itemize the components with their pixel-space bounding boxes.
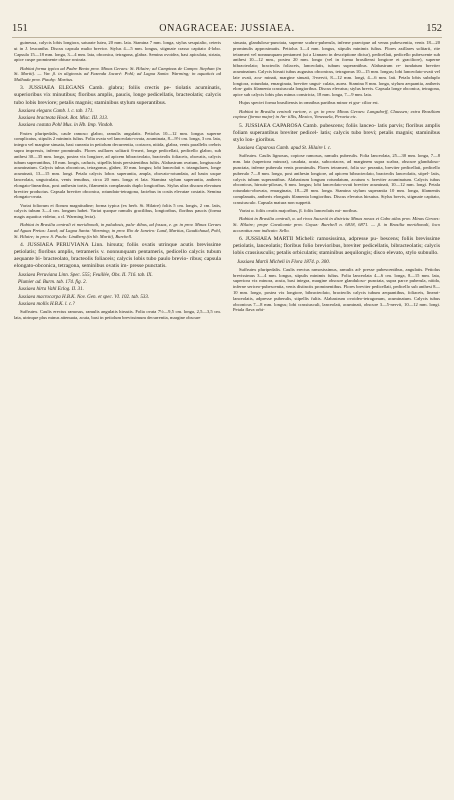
col1-paragraph: Suffrutex. Caulis erectus ramosus, ramulis angulatis hirsutis. Folia ovata 7½—9,5 cm. longa, 2,5—3,5 cm. lata, utrinque plus minus attenuata, acuta, basi in petiolum brevissimum decurrentia, margine obscure [14,308,221,320]
col1-paragraph: Jussiaea costata Pohl Mus. in Hb. Imp. Vindob. [18,123,114,129]
right-page-number: 152 [426,23,442,34]
col1-paragraph: Habitat forma typica ad Padre Bento prov. Minas Geraes: St. Hilaire; ad Campinas de Campo: Stephan (in St. Martii). — Var. β. in uliginosis ad Fazenda Jacaré: Pohl; ad Lagoa Santa: Warming; in aquaticis ad Malhada prov. Piauhy: Martius. [14,65,221,83]
right-column [233,40,440,790]
running-header [12,18,442,38]
col1-paragraph: Jussiaea bracteata Hook. Bot. Misc. III. 313. [18,116,109,122]
col1-paragraph: guineusa, calycis lobis longiora, saturate lutea, 20 mm. lata. Stamina 7 mm. longa, stylus sesquialto, ceteris ut in J. leucantha. Discus capsula multo brevior. Stylus 4—5 mm. longus, stigmate crasso capitato 4-lobo. Capsula 15—18 mm. longa, 3—4 mm. lata, obconica, tetragona, glabra. Semina ovoidea, basi apiculata, striata, apice cuspe prominente obtuse rostrata. [14,40,221,63]
col1-paragraph: Frutex pluripedalis, caule ramoso glabro, ramulis angulatis. Petiolus 10—12 mm. longus superne complicatus, stipulis 2 minimis fultus. Folia ovata vel lanceolato-ovata, acuminata, 8—9½ cm. longa, 3 cm. lata, integra vel margine sinuata, basi cuneata in petiolum decurrentia, coriacea, nitida, glabra, venis parallelis crebris supra impressis, inferne prominulis. Flores axillares solitarii 6-meri, longe pedicellati, pedicello glabro, sub anthesi 30—35 mm. longo, postea vix longiore, ad apicem bibracteolato, bracteolis foliaceis, obovatis, calycis tubum superantibus, 10 mm. longis, caducis, stipellis binis persistentibus fultis. Alabastrum ovatum, longiuscule acuminatum. Calycis tubus obconicus, tetragonus, glaber, 10 mm. longus; lobi lanceolati v. triangulares, longe acuminati, 13—15 mm. longi. Petala calycis lobos superantia, ampla, obovato-rotundata, ad basin usque lanceolata, unguiculata, venis tenuibus, circa 20 mm. longa et lata. Stamina stylum superantia, antheris elongato-linearibus, post anthesin tortis, filamentis complanatis duplo longioribus. Stylus ultra discum elevatum breviter productus. Capsula breviter obconica, rotundato-tetragona, faciebus in costis elevatae costatis. Semina elongato-ovata. [14,130,221,200]
col1-paragraph: Jussiaea macrocarpa H.B.K. Nov. Gen. et spec. VI. 102. tab. 533. [18,294,150,300]
col1-paragraph: Jussiaea Peruviana Linn. Spec. 555; Feuillée, Obs. II. 716. tab. IX. [18,272,153,278]
left-page-number: 151 [12,23,28,34]
col2-paragraph: 5. JUSSIAEA CAPAROSA Camb. pubescens; foliis lanceo- latis parvis; floribus amplis foliam superantibus breviter pedicel- latis; calycis tubo brevi; petalis magnis; staminibus stylo lon- gioribus. [233,122,440,143]
col2-paragraph: Hujus speciei forma brasiliensis in omnibus partibus minor et gra- cilior est. [239,100,379,106]
col1-paragraph: Jussiaea mollis H.B.K. l. c.? [18,301,75,307]
col1-paragraph: 3. JUSSIAEA ELEGANS Camb. glabra; foliis crectis pe- tiolatis acuminatis, superioribus vix minutibus; floribus amplis, paucis, longe pedicellatis, bracteolatis; calycis tubo lobis breviore; petalis magnis; staminibus stylum superantibus. [14,85,221,106]
col1-paragraph: Habitat in Brasilia centrali et meridionali, in paludosis, palu- dibus, ad fossas, e. gr. in prov. Minas Geraes ad Aguas Pretas: Lund; ad Lagoa Santa: Warming; in prov. Rio de Janeiro: Lund, Martius, Gaudichaud, Pohl, St. Hilaire; in prov. S. Paulo: Lindberg (in hb. Martii), Burchell. [14,222,221,239]
col2-paragraph: Variat α. foliis ovatis majoribus, β. foliis lanceolatis mi- noribus. [239,207,358,213]
col1-paragraph: Jussiaea elegans Camb. l. c. tab. 171. [18,109,94,115]
col1-paragraph: Variat foliorum et florum magnitudine; forma typica (ex herb. St. Hilaire) foliis 5 cm. longis, 2 cm. latis, calycis tubum 3—4 cm. longum habet. Variat quoque ramulis gracilibus, longioribus, floribus paucis (forma magis aquatica videtur, a cl. Warming lecta). [14,202,221,220]
col2-paragraph: sinuata, glanduloso-punctata, superne scabro-puberula, inferne praecipue ad venas pubescentia, venis 18—20 prominulis approximatis. Petiolus 3—4 mm. longus, stipulis minimis fultus. Flores axillares solitarii, rite tetrameri vel nonnunquam pentameri (ut a Linnaeo in descriptione dictur), pedicellati, pedicello pubescente sub anthesi 10—12 mm., postea 20 mm. longo (vel in forma brasiliensi longiore et graciliore), superne bibracteolato; bracteolis foliaceis, lanceolatis, tubum superantibus. Alabastrum re- tundatum breviter acuminatum. Calycis hirsuti tubus augustus obconicus, tetragonus 10—15 mm. longus; lobi lanceolato-ovati vel late ovati, acu- minati, margine sinuati, 3-nervii, 8—12 mm. longi, 4—6 mm. lati. Petala lobis subduplo longiora, rotundata, emarginata, breviter ungui- culata, aurea. Stamina 8 mm. longa, stylum aequantia, antheris elon- gatis filamenta crassiuscula longioribus. Discus elevatus; stylus brevis. Capsula longe obconica, tetragona, apice sub calycis lobis plus minus constricta, 18 mm. longa, 7—9 mm. lata. [233,40,440,98]
col2-paragraph: 6. JUSSIAEA MARTII Micheli: ramosissima, adpresse pu- bescens; foliis brevissime petiolatis, lanceolatis; floribus folio brevioribus, breviter pedicellatis, bibracteolatis; calycis lobis crassiusculis; petalis orbiculatis; staminibus aequilongis; disco elevato, stylo subnullo. [233,235,440,257]
col2-paragraph: Jussiaea Martii Micheli in Flora 1874. p. 300. [237,259,331,265]
col2-paragraph: Habitat in Brasilia centrali, α. ad rivos Sucuriú in districtu Minas novas et Cabo atlas prov. Minas Geraes: St. Hilaire; prope Cavalcante prov. Goyaz: Burchell n. 6818, 6871. — β. in Brasilia meridionali, loco accuratius non indicato: Sello. [233,216,440,233]
running-title: ONAGRACEAE: JUSSIAEA. [159,23,295,34]
col1-paragraph: Plumier ad. Burm. tab. 174. fig. 2. [18,280,87,286]
col2-paragraph: Suffrutex. Caulis lignosus, copiose ramosus, ramulis puberulis. Folia lanceolata, 25—30 mm. longa, 7—8 mm. lata (superiora minora), caudata, acuta, subcoriacea, ad marginem supra scabra, obscure glanduloso- punctata, inferne puberula venis prominulis. Flores tetrameri, folia su- perantia, breviter pedicellati, pedicello puberulo 7—8 mm. longo, post anthesin longiore, ad apicem bibracteolato, bracteolis lanceolatis, stipel- latis, calycis tubum superantibus. Alabastrum longum rotundatum, acutum v. breviter acuminatum. Calycis tubus obconicus, hirsuto-pilosus, 6 mm. longus; lobi lanceolato-ovati breviter acuminati, 10—12 mm. longi. Petala rotundato-obovata, emarginata, 18—20 mm. longa. Stamina stylum superantia 10 mm. longa, filamentis complanatis, antheris elongatis filamenta longioribus. Discus elevatus hirsutus. Stylus brevis, stigmate capitato, crassiusculo. Capsula matura non suppetit. [233,153,440,205]
col2-paragraph: Jussiaea Caparosa Camb. apud St. Hilaire l. c. [237,146,332,152]
col1-paragraph: Jussiaea hirta Vahl Eclog. II. 31. [18,287,84,293]
text-columns [14,40,440,790]
col1-paragraph: 4. JUSSIAEA PERUVIANA Linn. hirsuta; foliis ovatis utrinque acutis brevissime petiolatis; floribus amplis, tetrameris v. nonnunquam pentameris, pedicello calycis tubum aequante bi- bracteolato, bracteolis foliaceis; calycis lobis tubo paulo brevio- ribus; capsula elongato-obconica, tetragona, seminibus ovatis im- presse punctatis. [14,242,221,270]
col2-paragraph: Suffrutex pluripedalis. Caulis erectus ramosissimus, ramulis ad- presse pubescentibus, angulatis. Petiolus brevissimus 3—4 mm. longus, stipulis minimis fultus. Folia lanceolata 4—6 cm. longa, 8—15 mm. lata, superiora vix minora, acuta, basi integra, margine obscure glanduloso- punctata, supra parce puberula, nitida, inferne sericeo-pubescentia, venis distinctis prominentibus. Flores breviter pedicellati, pedicello sub anthesi 8—10 mm. longo, postea vix longiore, bibracteolato, bracteolis calycis tubum aequantibus, foliaceis, lineari-lanceolatis, adpresse puberulis, stipellis fultis. Alabastrum ovoideo-tetragonum, acuminatum. Calycis tubus obconicus 7—8 mm. longus; lobi crassiusculi, lanceolati, acuminati, obscure 3—5-nervii, 10—12 mm. longi. Petala flava orbi- [233,266,440,313]
left-column [14,40,221,790]
col2-paragraph: Habitat in Brasilia centrali rariore, e. gr. in prov. Minas Geraes: Langsdorff, Claussen; extra Brasiliam copiose (forma major) in An- tillis, Mexico, Venezuela, Peruvia etc. [233,108,440,120]
